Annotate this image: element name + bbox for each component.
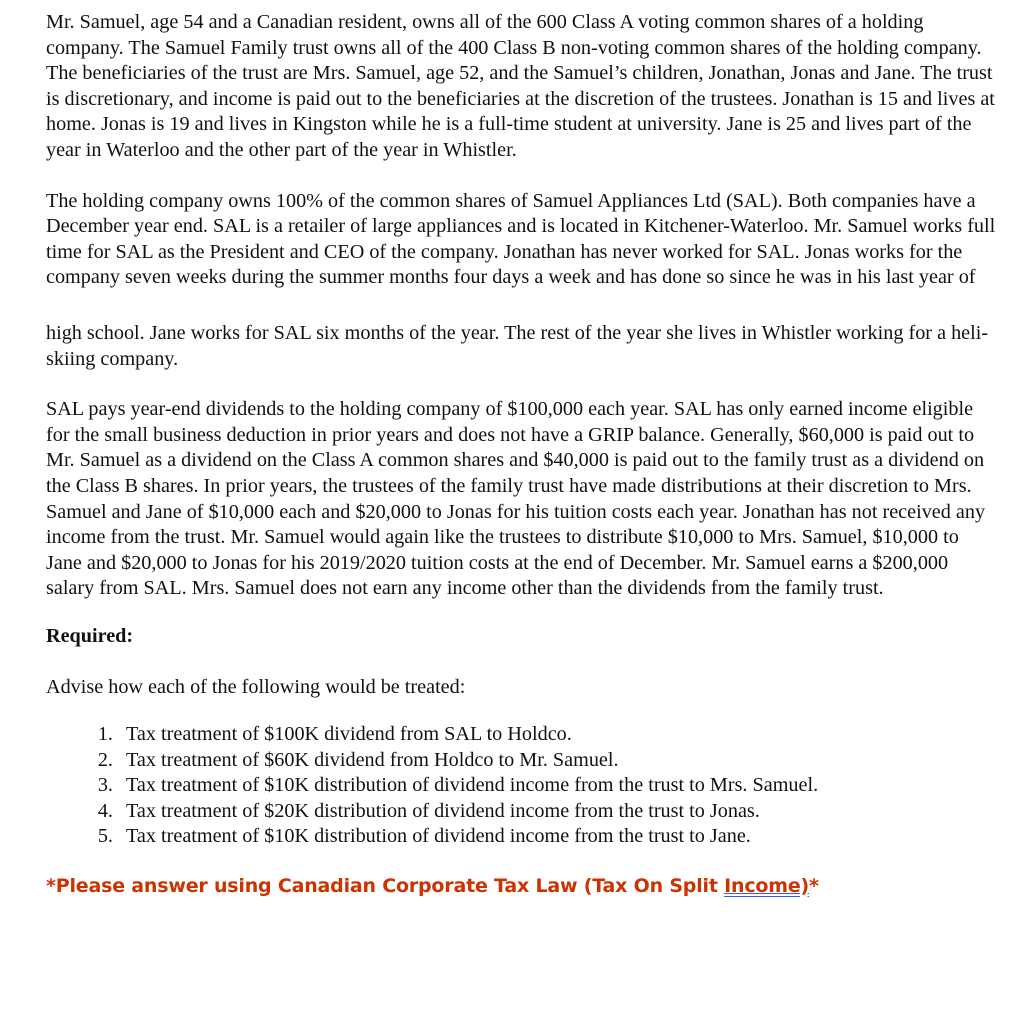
paragraph-ownership: Mr. Samuel, age 54 and a Canadian resident, owns all of the 600 Class A voting common shares of a holding company. The Samuel Family trust owns all of the 400 Class B non-voting common shares of the holding company. The beneficiaries of the trust are Mrs. Samuel, age 52, and the Samuel’s children, Jonathan, Jonas and Jane. The trust is discretionary, and income is paid out to the beneficiaries at the discretion of the trustees. Jonathan is 15 and lives at home. Jonas is 19 and lives in Kingston while he is a full-time student at university. Jane is 25 and lives part of the year in Waterloo and the other part of the year in Whistler. <box>46 11 995 161</box>
note-text-end: * <box>809 875 819 898</box>
question-item-1: 1. Tax treatment of $100K dividend from SAL to Holdco. <box>118 722 996 748</box>
document-page <box>46 10 996 900</box>
required-heading: Required: <box>46 624 134 647</box>
question-item-3: 3. Tax treatment of $10K distribution of dividend income from the trust to Mrs. Samuel. <box>118 773 996 799</box>
question-list <box>46 722 996 850</box>
paragraph-holding-company: The holding company owns 100% of the common shares of Samuel Appliances Ltd (SAL). Both companies have a December year end. SAL is a retailer of large appliances and is located in Kitchener-Waterloo. Mr. Samuel works full time for SAL as the President and CEO of the company. Jonathan has never worked for SAL. Jonas works for the company seven weeks during the summer months four days a week and has done so since he was in his last year of <box>46 189 996 289</box>
paragraph-jane-work: high school. Jane works for SAL six months of the year. The rest of the year she lives in Whistler working for a heli-skiing company. <box>46 321 989 370</box>
paragraph-dividends: SAL pays year-end dividends to the holding company of $100,000 each year. SAL has only earned income eligible for the small business deduction in prior years and does not have a GRIP balance. Generally, $60,000 is paid out to Mr. Samuel as a dividend on the Class A common shares and $40,000 is paid out to the family trust as a dividend on the Class B shares. In prior years, the trustees of the family trust have made distributions at their discretion to Mrs. Samuel and Jane of $10,000 each and $20,000 to Jonas for his tuition costs each year. Jonathan has not received any income from the trust. Mr. Samuel would again like the trustees to distribute $10,000 to Mrs. Samuel, $10,000 to Jane and $20,000 to Jonas for his 2019/2020 tuition costs at the end of December. Mr. Samuel earns a $200,000 salary from SAL. Mrs. Samuel does not earn any income other than the dividends from the family trust. <box>46 398 986 600</box>
required-intro: Advise how each of the following would be treated: <box>46 676 466 699</box>
question-item-2: 2. Tax treatment of $60K dividend from Holdco to Mr. Samuel. <box>118 748 996 774</box>
answer-instruction-note <box>46 874 996 900</box>
note-text-start: *Please answer using Canadian Corporate Tax Law (Tax On Split <box>46 875 725 898</box>
question-item-4: 4. Tax treatment of $20K distribution of dividend income from the trust to Jonas. <box>118 799 996 825</box>
note-underlined-word: Income) <box>724 875 810 898</box>
question-item-5: 5. Tax treatment of $10K distribution of dividend income from the trust to Jane. <box>118 824 996 850</box>
